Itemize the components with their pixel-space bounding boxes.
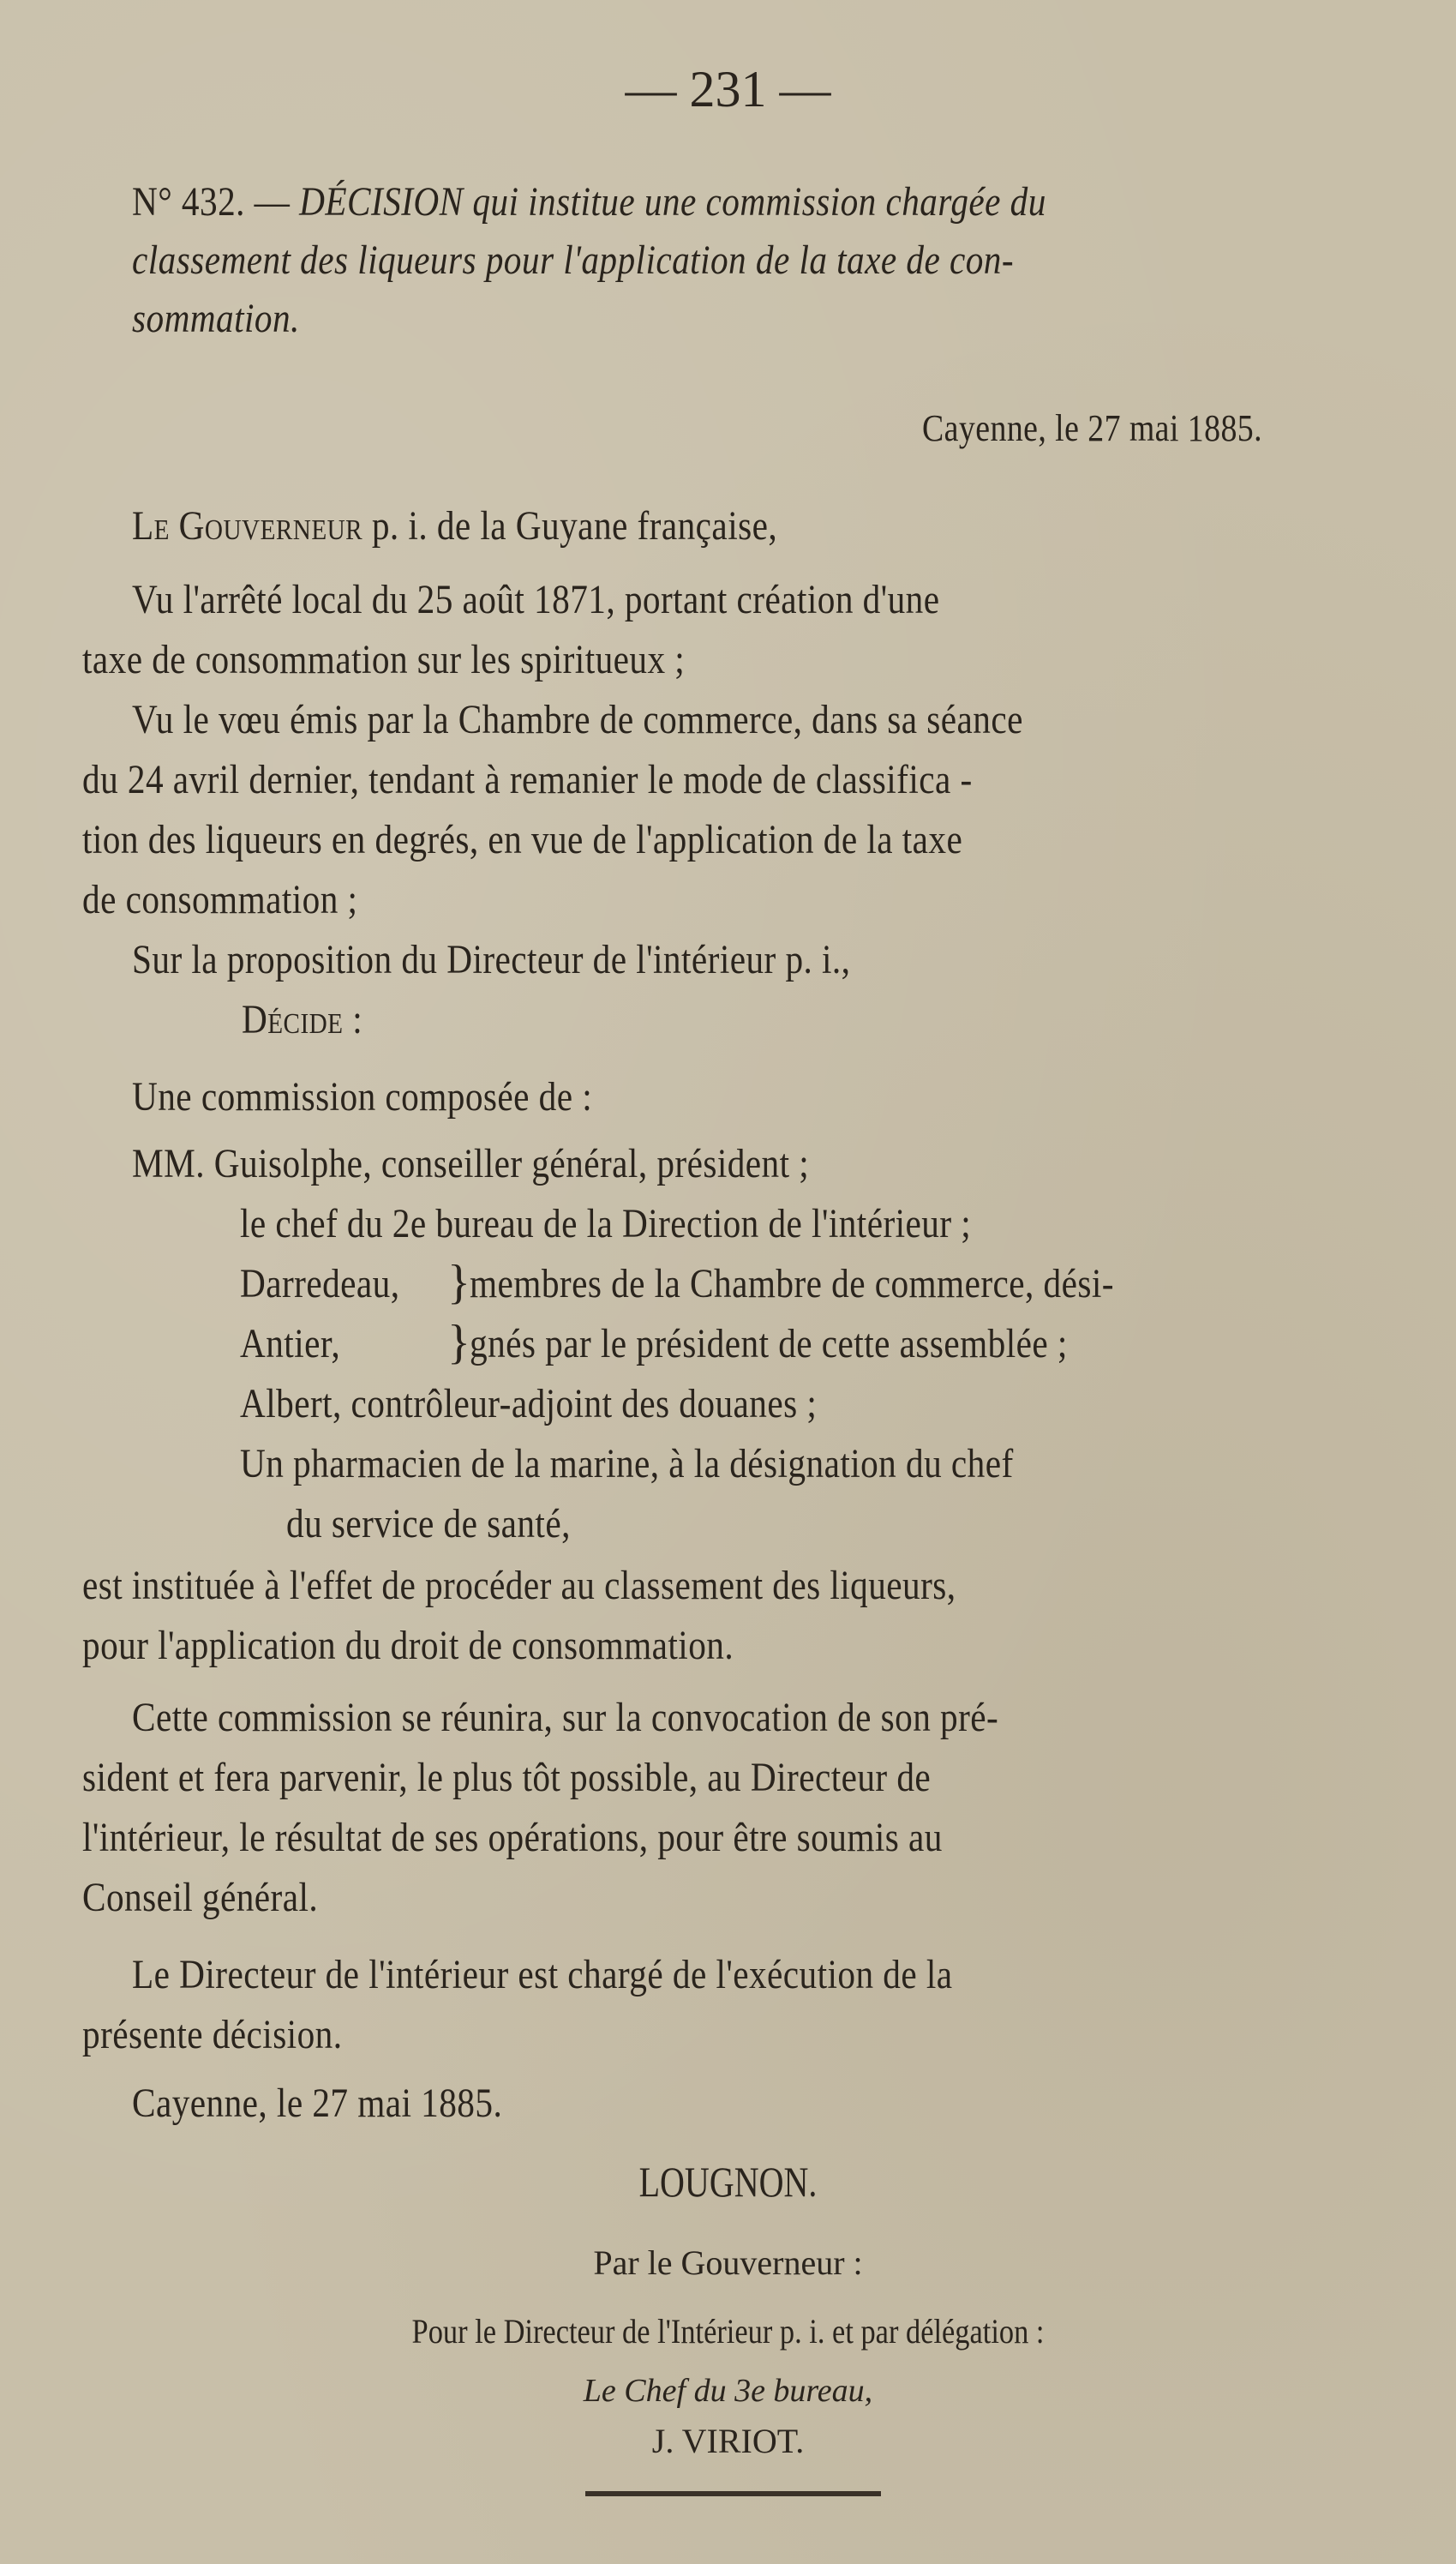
- governor-title: Le Gouverneur: [132, 503, 363, 549]
- decision-title-rest: qui institue une commission chargée du: [472, 179, 1046, 225]
- member-line: du service de santé,: [286, 1501, 571, 1546]
- member-line: le chef du 2e bureau de la Direction de l'intérieur ;: [240, 1201, 972, 1246]
- dateline: Cayenne, le 27 mai 1885.: [922, 407, 1263, 449]
- paragraph-line: Cette commission se réunira, sur la convocation de son pré-: [132, 1695, 999, 1740]
- decide-heading: Décide :: [242, 997, 363, 1042]
- page-number: — 231 —: [625, 61, 831, 117]
- decision-word: DÉCISION: [299, 179, 464, 225]
- delegation-line: Pour le Directeur de l'Intérieur p. i. et par délégation :: [411, 2312, 1045, 2351]
- consideration-line: Vu l'arrêté local du 25 août 1871, portant création d'une: [132, 577, 940, 622]
- member-line: gnés par le président de cette assemblée ;: [470, 1321, 1068, 1366]
- paragraph-line: l'intérieur, le résultat de ses opérations, pour être soumis au: [82, 1815, 943, 1860]
- paragraph-line: sident et fera parvenir, le plus tôt possible, au Directeur de: [82, 1755, 932, 1800]
- signer-name: J. VIRIOT.: [651, 2422, 805, 2460]
- governor-line: [132, 503, 778, 549]
- decision-number: N° 432. —: [132, 179, 291, 225]
- member-line: Albert, contrôleur-adjoint des douanes ;: [240, 1381, 818, 1426]
- signature-name: LOUGNON.: [638, 2158, 818, 2206]
- consideration-line: tion des liqueurs en degrés, en vue de l'application de la taxe: [82, 817, 963, 862]
- consideration-line: Sur la proposition du Directeur de l'intérieur p. i.,: [132, 937, 851, 982]
- decision-title-line-3: sommation.: [132, 296, 300, 341]
- decision-title-line-1: [132, 179, 1046, 225]
- member-name: Darredeau,: [240, 1261, 400, 1306]
- instituted-line: pour l'application du droit de consommation.: [82, 1623, 734, 1668]
- closing-rule: [585, 2491, 881, 2496]
- member-line: Un pharmacien de la marine, à la désignation du chef: [240, 1441, 1014, 1486]
- governor-rest: p. i. de la Guyane française,: [371, 503, 778, 549]
- brace-right: }: [447, 1316, 470, 1369]
- consideration-line: du 24 avril dernier, tendant à remanier le mode de classifica -: [82, 757, 973, 802]
- instituted-line: est instituée à l'effet de procéder au classement des liqueurs,: [82, 1563, 956, 1608]
- member-line: membres de la Chambre de commerce, dési-: [470, 1261, 1114, 1306]
- commission-intro: Une commission composée de :: [132, 1074, 593, 1120]
- member-name: Antier,: [240, 1321, 341, 1366]
- paragraph-line: Le Directeur de l'intérieur est chargé de l'exécution de la: [132, 1952, 953, 1997]
- member-line: MM. Guisolphe, conseiller général, président ;: [132, 1141, 810, 1186]
- closing-date: Cayenne, le 27 mai 1885.: [132, 2081, 503, 2126]
- decision-title-line-2: classement des liqueurs pour l'application de la taxe de con-: [132, 237, 1015, 283]
- consideration-line: de consommation ;: [82, 877, 358, 922]
- chief-line: Le Chef du 3e bureau,: [583, 2373, 873, 2409]
- paragraph-line: Conseil général.: [82, 1875, 319, 1920]
- brace-left: }: [447, 1256, 470, 1309]
- consideration-line: taxe de consommation sur les spiritueux ;: [82, 637, 686, 682]
- paragraph-line: présente décision.: [82, 2012, 343, 2057]
- by-governor: Par le Gouverneur :: [593, 2243, 863, 2282]
- consideration-line: Vu le vœu émis par la Chambre de commerce, dans sa séance: [132, 697, 1023, 742]
